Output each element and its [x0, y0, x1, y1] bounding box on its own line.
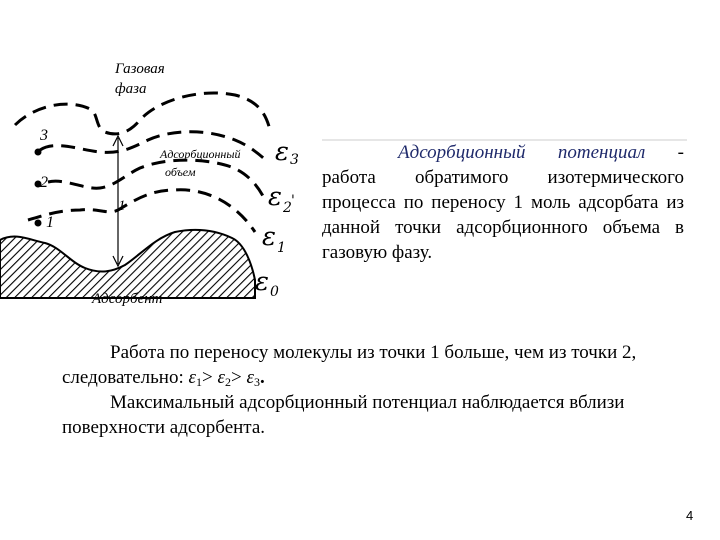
- svg-text:ε: ε: [262, 222, 276, 252]
- point-2-label: 2: [40, 174, 48, 191]
- adsorbent-surface: [0, 230, 255, 298]
- page-number: 4: [686, 508, 694, 523]
- definition-dash: -: [645, 142, 684, 163]
- gas-phase-label-line2: фаза: [115, 81, 147, 97]
- paragraph-indent: [62, 342, 110, 363]
- point-1-label: 1: [46, 214, 54, 231]
- greater-than-sign: >: [230, 367, 242, 388]
- body-text: [62, 340, 662, 440]
- body-line-1: Работа по переносу молекулы из точки 1 больше, чем из точки 2, следовательно:: [62, 342, 637, 388]
- gas-phase-boundary-curve: [15, 93, 270, 134]
- gas-phase-label-line1: Газовая: [115, 61, 165, 77]
- gas-phase-label: [114, 61, 168, 97]
- point-3: [35, 149, 42, 156]
- epsilon-subscript: 2: [224, 375, 231, 389]
- epsilon-symbol: ε: [217, 367, 225, 388]
- greater-than-sign: >: [202, 367, 213, 388]
- adsorption-volume-label-line2: объем: [165, 165, 196, 179]
- adsorption-volume-label: [159, 147, 244, 179]
- body-line-2: Максимальный адсорбционный потенциал наблюдается вблизи поверхности адсорбента.: [62, 392, 625, 438]
- equipotential-curve-e2: [48, 160, 265, 200]
- epsilon-subscript: 3: [253, 375, 260, 389]
- period: .: [259, 367, 265, 388]
- epsilon-3-label: [275, 137, 299, 168]
- svg-text:': ': [291, 193, 295, 209]
- adsorption-potential-diagram: [0, 40, 320, 320]
- svg-text:0: 0: [270, 284, 279, 300]
- equipotential-curve-e1: [28, 190, 255, 232]
- svg-text:1: 1: [277, 240, 286, 256]
- svg-text:ε: ε: [268, 182, 282, 212]
- point-3-label: 3: [40, 127, 48, 144]
- adsorption-volume-label-line1: Адсорбционный: [160, 147, 241, 161]
- epsilon-1-label: [262, 222, 286, 256]
- paragraph-indent: [62, 392, 110, 413]
- svg-text:ε: ε: [275, 137, 289, 167]
- body-paragraph-2: [62, 390, 662, 440]
- svg-text:2: 2: [283, 200, 292, 216]
- epsilon-0-label: [255, 267, 279, 300]
- definition-text: работа обратимого изотермического процесса по переносу 1 моль адсорбата из данной точки адсорбционного объема в газовую фазу.: [322, 167, 684, 263]
- epsilon-symbol: ε: [188, 367, 197, 388]
- definition-term: Адсорбционный потенциал: [398, 142, 646, 163]
- definition-indent: [322, 142, 398, 163]
- svg-text:3: 3: [290, 152, 299, 168]
- definition-paragraph: [322, 140, 684, 265]
- body-paragraph-1: [62, 340, 662, 390]
- point-1: [35, 220, 42, 227]
- distance-label: 1: [118, 198, 126, 214]
- epsilon-symbol: ε: [246, 367, 254, 388]
- epsilon-subscript: 1: [196, 375, 203, 389]
- epsilon-2-label: [268, 182, 295, 216]
- svg-text:ε: ε: [255, 267, 269, 297]
- adsorbent-label: Адсорбент: [92, 291, 163, 307]
